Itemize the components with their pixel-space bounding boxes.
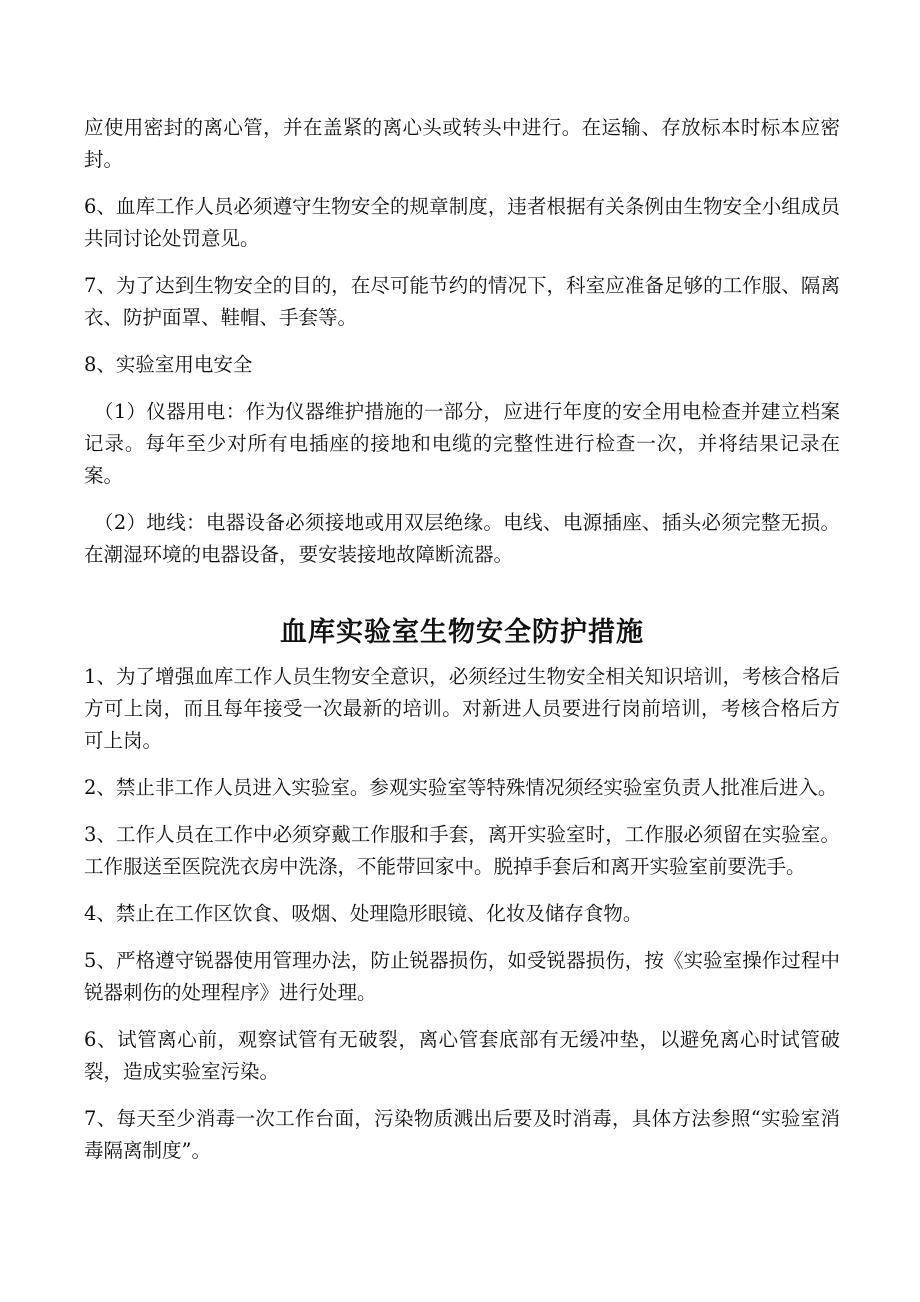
lab-safety-continued-section xyxy=(84,112,840,571)
paragraph-measure-3-workwear: 3、工作人员在工作中必须穿戴工作服和手套，离开实验室时，工作服必须留在实验室。工作服送至医院洗衣房中洗涤，不能带回家中。脱掉手套后和离开实验室前要洗手。 xyxy=(84,823,840,878)
paragraph-centrifuge-sealing: 应使用密封的离心管，并在盖紧的离心头或转头中进行。在运输、存放标本时标本应密封。 xyxy=(84,116,840,171)
paragraph-measure-2-access: 2、禁止非工作人员进入实验室。参观实验室等特殊情况须经实验室负责人批准后进入。 xyxy=(84,776,838,799)
biosafety-measures-section xyxy=(84,613,840,1167)
paragraph-item-7-protective-gear: 7、为了达到生物安全的目的，在尽可能节约的情况下，科室应准备足够的工作服、隔离衣、防护面罩、鞋帽、手套等。 xyxy=(84,274,840,329)
paragraph-measure-1-training: 1、为了增强血库工作人员生物安全意识，必须经过生物安全相关知识培训，考核合格后方可上岗，而且每年接受一次最新的培训。对新进人员要进行岗前培训，考核合格后方可上岗。 xyxy=(84,665,840,752)
paragraph-measure-5-sharps: 5、严格遵守锐器使用管理办法，防止锐器损伤，如受锐器损伤，按《实验室操作过程中锐器刺伤的处理程序》进行处理。 xyxy=(84,949,840,1004)
paragraph-measure-4-prohibitions: 4、禁止在工作区饮食、吸烟、处理隐形眼镜、化妆及储存食物。 xyxy=(84,902,643,925)
paragraph-measure-6-centrifuge: 6、试管离心前，观察试管有无破裂，离心管套底部有无缓冲垫，以避免离心时试管破裂，造成实验室污染。 xyxy=(84,1028,840,1083)
paragraph-ground-wire: （2）地线：电器设备必须接地或用双层绝缘。电线、电源插座、插头必须完整无损。在潮湿环境的电器设备，要安装接地故障断流器。 xyxy=(84,511,840,566)
paragraph-item-8-electrical-safety: 8、实验室用电安全 xyxy=(84,353,253,376)
section-title: 血库实验室生物安全防护措施 xyxy=(280,617,644,648)
document-page xyxy=(84,112,840,1182)
paragraph-measure-7-disinfection: 7、每天至少消毒一次工作台面，污染物质溅出后要及时消毒，具体方法参照“实验室消毒隔离制度”。 xyxy=(84,1107,840,1162)
paragraph-instrument-power: （1）仪器用电：作为仪器维护措施的一部分，应进行年度的安全用电检查并建立档案记录。每年至少对所有电插座的接地和电缆的完整性进行检查一次，并将结果记录在案。 xyxy=(84,400,840,487)
paragraph-item-6-regulations: 6、血库工作人员必须遵守生物安全的规章制度，违者根据有关条例由生物安全小组成员共同讨论处罚意见。 xyxy=(84,195,840,250)
